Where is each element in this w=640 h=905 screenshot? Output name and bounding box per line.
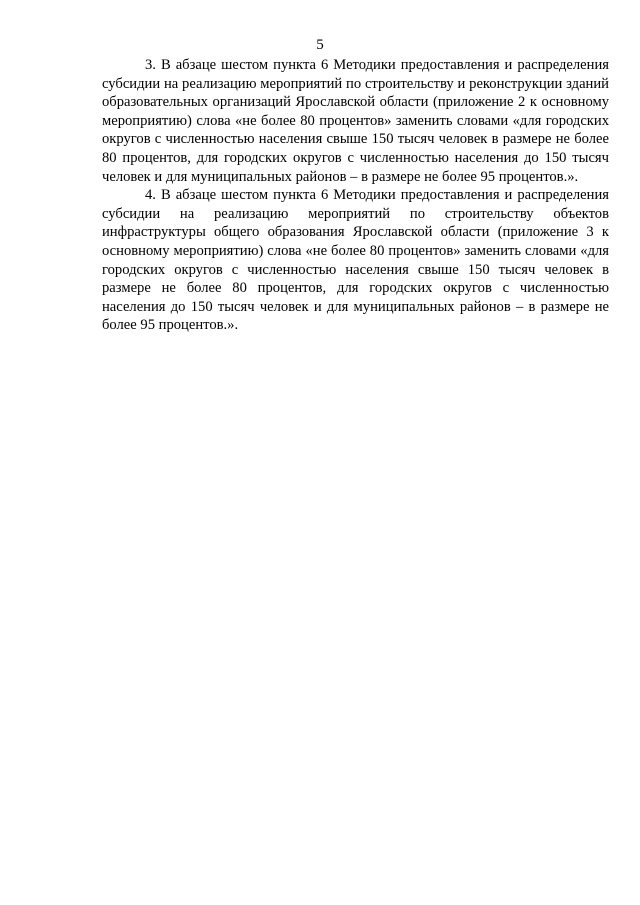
paragraph-item-3: 3. В абзаце шестом пункта 6 Методики предоставления и распределения субсидии на реализацию мероприятий по строительству и реконструкции зданий образовательных организаций Ярославской области (приложение 2 к основному мероприятию) слова «не более 80 процентов» заменить словами «для городских округов с численностью населения свыше 150 тысяч человек в размере не более 80 процентов, для городских округов с численностью населения до 150 тысяч человек и для муниципальных районов – в размере не более 95 процентов.».	[102, 57, 609, 185]
document-body	[102, 56, 609, 335]
page-number: 5	[316, 37, 324, 53]
paragraph-item-4: 4. В абзаце шестом пункта 6 Методики предоставления и распределения субсидии на реализацию мероприятий по строительству объектов инфраструктуры общего образования Ярославской области (приложение 3 к основному мероприятию) слова «не более 80 процентов» заменить словами «для городских округов с численностью населения свыше 150 тысяч человек в размере не более 80 процентов, для городских округов с численностью населения до 150 тысяч человек и для муниципальных районов – в размере не более 95 процентов.».	[102, 187, 609, 334]
